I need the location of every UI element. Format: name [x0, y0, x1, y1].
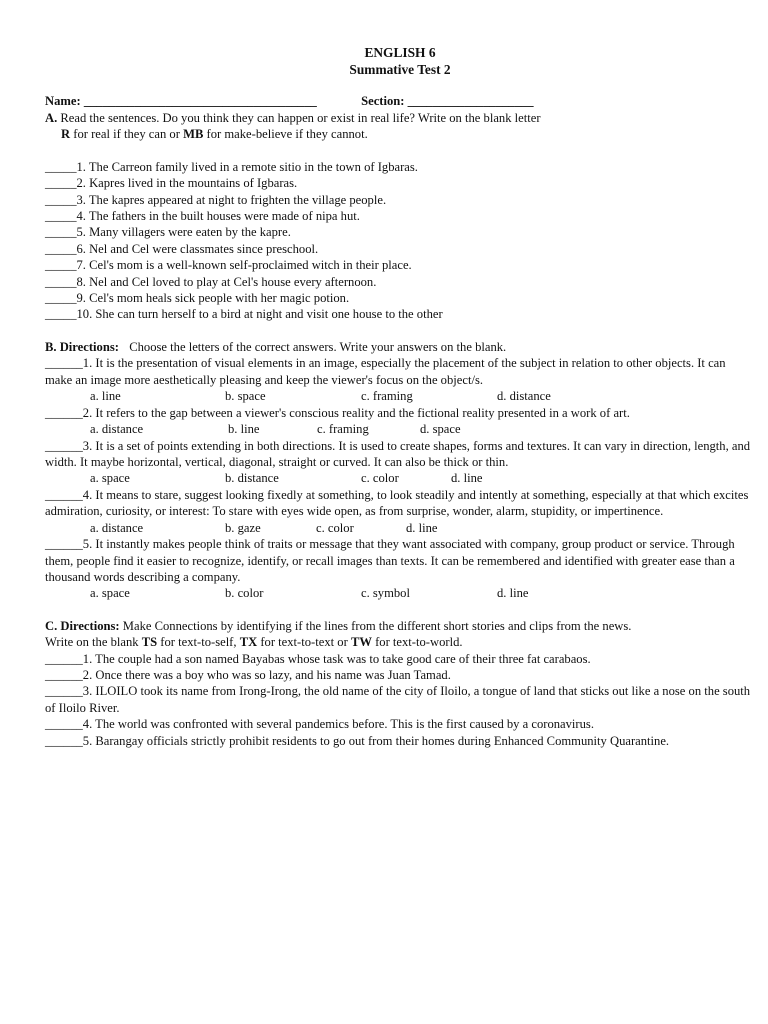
part-b-question-1: ______1. It is the presentation of visual elements in an image, especially the placement of the subject in relation to other objects. It can make an image more aesthetically pleasing and keep the viewer's focus on the object/s.: [45, 356, 726, 387]
part-b-question-2: ______2. It refers to the gap between a viewer's conscious reality and the fictional reality presented in a work of art.: [45, 405, 630, 420]
choice: b. distance: [225, 471, 279, 486]
part-a-instruction-1: A. Read the sentences. Do you think they can happen or exist in real life? Write on the blank letter: [45, 111, 541, 125]
part-a-item: _____10. She can turn herself to a bird at night and visit one house to the other: [45, 307, 443, 322]
choice: d. line: [406, 520, 438, 535]
part-a-letter: A.: [45, 111, 58, 125]
part-a-item: _____2. Kapres lived in the mountains of Igbaras.: [45, 176, 298, 191]
section-blank: ____________________: [407, 94, 534, 108]
part-c-directions-2: Write on the blank TS for text-to-self, TX for text-to-text or TW for text-to-world.: [45, 635, 463, 650]
part-a-item: _____9. Cel's mom heals sick people with her magic potion.: [45, 291, 350, 306]
part-c-item: ______1. The couple had a son named Bayabas whose task was to take good care of their three fat carabaos.: [45, 651, 591, 666]
part-a-item: _____8. Nel and Cel loved to play at Cel's house every afternoon.: [45, 274, 377, 289]
choice: b. space: [225, 389, 266, 404]
part-b-question-4: ______4. It means to stare, suggest looking fixedly at something, to look steadily and intently at something, especially at that which excites admiration, curiosity, or interest: To stare with eyes wide open, as from surprise, wonder, alarm, stupidity, or impertinence.: [45, 487, 749, 519]
name-blank: _____________________________________: [83, 94, 317, 108]
part-a-item: _____3. The kapres appeared at night to frighten the village people.: [45, 192, 387, 207]
choice: d. distance: [497, 389, 551, 404]
choice: a. line: [90, 389, 121, 404]
name-section-row: [45, 92, 755, 110]
choice: d. space: [420, 422, 461, 436]
part-b-choices-5: [45, 585, 755, 602]
name-label: Name:: [45, 94, 81, 108]
choice: d. line: [497, 586, 529, 601]
test-page: [45, 44, 755, 749]
part-b-question-3: ______3. It is a set of points extending in both directions. It is used to create shapes, forms and textures. It can vary in direction, length, and width. It maybe horizontal, vertical, diagonal, straight or curved. It can also be thick or thin.: [45, 438, 751, 469]
part-c-item: ______5. Barangay officials strictly prohibit residents to go out from their homes during Enhanced Community Quarantine.: [45, 733, 670, 748]
choice: a. distance: [90, 520, 144, 535]
part-a-item: _____7. Cel's mom is a well-known self-proclaimed witch in their place.: [45, 258, 412, 273]
choice: a. distance: [90, 422, 144, 436]
choice: b. color: [225, 586, 264, 601]
choice: b. gaze: [225, 520, 261, 535]
choice: c. framing: [361, 389, 413, 404]
choice: a. space: [90, 471, 130, 486]
choice: c. framing: [317, 422, 369, 436]
part-b-question-5: ______5. It instantly makes people think of traits or message that they want associated with company, group product or service. Through them, people find it easier to recognize, identify, or recall images than texts. It can be remembered and identified with greater ease than a thousand words describing a company.: [45, 537, 735, 584]
choice: c. color: [361, 471, 399, 486]
part-a-instruction-2: R for real if they can or MB for make-believe if they cannot.: [61, 127, 368, 142]
part-a-item: _____1. The Carreon family lived in a remote sitio in the town of Igbaras.: [45, 159, 418, 174]
choice: a. space: [90, 586, 130, 601]
choice: b. line: [228, 422, 260, 436]
choice: d. line: [451, 471, 483, 486]
part-b-directions: B. Directions: Choose the letters of the correct answers. Write your answers on the blank.: [45, 339, 507, 354]
document-subtitle: Summative Test 2: [349, 62, 451, 77]
part-b-choices-2: [45, 421, 755, 438]
part-c-directions-1: C. Directions: Make Connections by identifying if the lines from the different short stories and clips from the news.: [45, 618, 632, 633]
part-a-item: _____5. Many villagers were eaten by the kapre.: [45, 225, 291, 240]
part-c-item: ______3. ILOILO took its name from Irong-Irong, the old name of the city of Iloilo, a tongue of land that sticks out like a nose on the south of Iloilo River.: [45, 684, 751, 715]
section-label: Section:: [361, 94, 405, 108]
part-c-item: ______2. Once there was a boy who was so lazy, and his name was Juan Tamad.: [45, 668, 451, 683]
document-title: ENGLISH 6: [364, 45, 436, 60]
part-b-choices-4: [45, 520, 755, 537]
choice: c. color: [316, 520, 354, 535]
part-b-heading: B. Directions:: [45, 339, 119, 354]
part-b-choices-3: [45, 470, 755, 487]
part-c-heading: C. Directions:: [45, 618, 120, 633]
part-c-item: ______4. The world was confronted with several pandemics before. This is the first caused by a coronavirus.: [45, 717, 594, 732]
part-a-item: _____4. The fathers in the built houses were made of nipa hut.: [45, 209, 360, 224]
part-b-choices-1: [45, 388, 755, 405]
choice: c. symbol: [361, 586, 410, 601]
part-a-item: _____6. Nel and Cel were classmates since preschool.: [45, 241, 319, 256]
